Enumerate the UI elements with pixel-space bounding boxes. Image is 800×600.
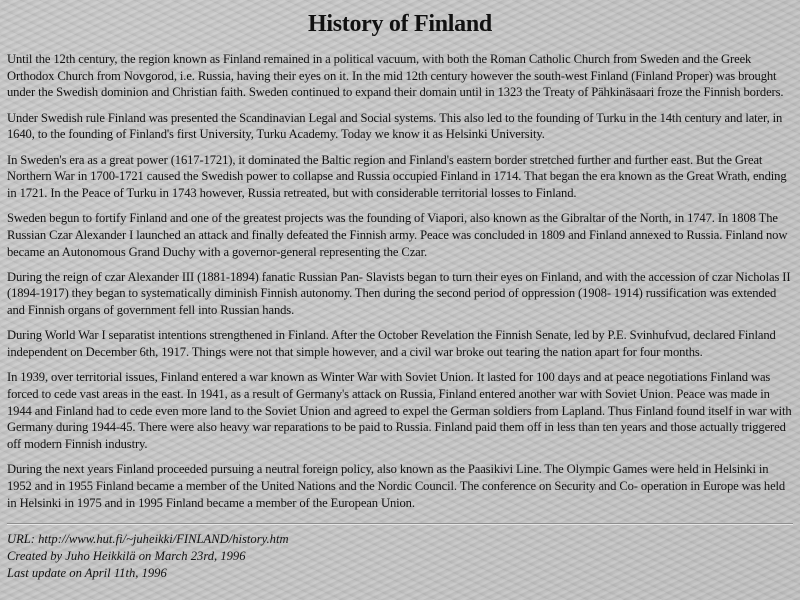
paragraph-russification: During the reign of czar Alexander III (1881-1894) fanatic Russian Pan- Slavists began to turn their eyes on Finland, and with the accession of czar Nicholas II (1894-1917) they began to systematically diminish Finnish autonomy. Then during the second period of oppression (1908- 1914) russification was extended and Finnish organs of government fell into Russian hands. <box>7 269 791 318</box>
footer-updated: Last update on April 11th, 1996 <box>7 565 167 580</box>
paragraph-wars: In 1939, over territorial issues, Finland entered a war known as Winter War with Soviet Union. It lasted for 100 days and at peace negotiations Finland was forced to cede vast areas in the east. In 1941, as a result of Germany's attack on Russia, Finland entered another war with Soviet Union. Peace was made in 1944 and Finland had to cede even more land to the Soviet Union and agreed to expel the German soldiers from Lapland. Thus Finland found itself in war with Germany during 1944-45. There were also heavy war reparations to be paid to Russia. Finland paid them off in less than ten years and those actually triggered off modern Finnish industry. <box>7 370 792 452</box>
horizontal-divider <box>7 523 793 525</box>
footer-created: Created by Juho Heikkilä on March 23rd, 1996 <box>7 549 246 564</box>
paragraph-great-power: In Sweden's era as a great power (1617-1721), it dominated the Baltic region and Finland's eastern border stretched further and further east. But the Great Northern War in 1700-1721 caused the Swedish power to collapse and Russia occupied Finland in 1714. That began the era known as the Great Wrath, ending in 1721. In the Peace of Turku in 1743 however, Russia retreated, but with considerable territorial losses to Finland. <box>7 152 787 200</box>
paragraph-independence: During World War I separatist intentions strengthened in Finland. After the October Revelation the Finnish Senate, led by P.E. Svinhufvud, declared Finland independent on December 6th, 1917. Things were not that simple however, and a civil war broke out tearing the nation apart for four months. <box>7 328 776 360</box>
paragraph-medieval: Until the 12th century, the region known as Finland remained in a political vacuum, with both the Roman Catholic Church from Sweden and the Greek Orthodox Church from Novgorod, i.e. Russia, having their eyes on it. In the mid 12th century however the south-west Finland (Finland Proper) was brought under the Swedish dominion and Christian faith. Sweden continued to expand their domain until in 1323 the Treaty of Pähkinäsaari froze the Finnish borders. <box>7 52 784 100</box>
paragraph-swedish-rule: Under Swedish rule Finland was presented the Scandinavian Legal and Social systems. This also led to the founding of Turku in the 14th century and later, in 1640, to the founding of Finland's first University, Turku Academy. Today we know it as Helsinki University. <box>7 110 783 142</box>
paragraph-grand-duchy: Sweden begun to fortify Finland and one of the greatest projects was the founding of Viapori, also known as the Gibraltar of the North, in 1747. In 1808 The Russian Czar Alexander I launched an attack and finally defeated the Finnish army. Peace was concluded in 1809 and Finland annexed to Russia. Finland now became an Autonomous Grand Duchy with a governor-general representing the Czar. <box>7 211 788 259</box>
paragraph-postwar: During the next years Finland proceeded pursuing a neutral foreign policy, also known as the Paasikivi Line. The Olympic Games were held in Helsinki in 1952 and in 1955 Finland became a member of the United Nations and the Nordic Council. The conference on Security and Co- operation in Europe was held in Helsinki in 1975 and in 1995 Finland became a member of the European Union. <box>7 462 786 510</box>
page-title: History of Finland <box>308 11 492 37</box>
page-footer <box>7 531 793 581</box>
footer-url: URL: http://www.hut.fi/~juheikki/FINLAND/history.htm <box>7 532 289 547</box>
